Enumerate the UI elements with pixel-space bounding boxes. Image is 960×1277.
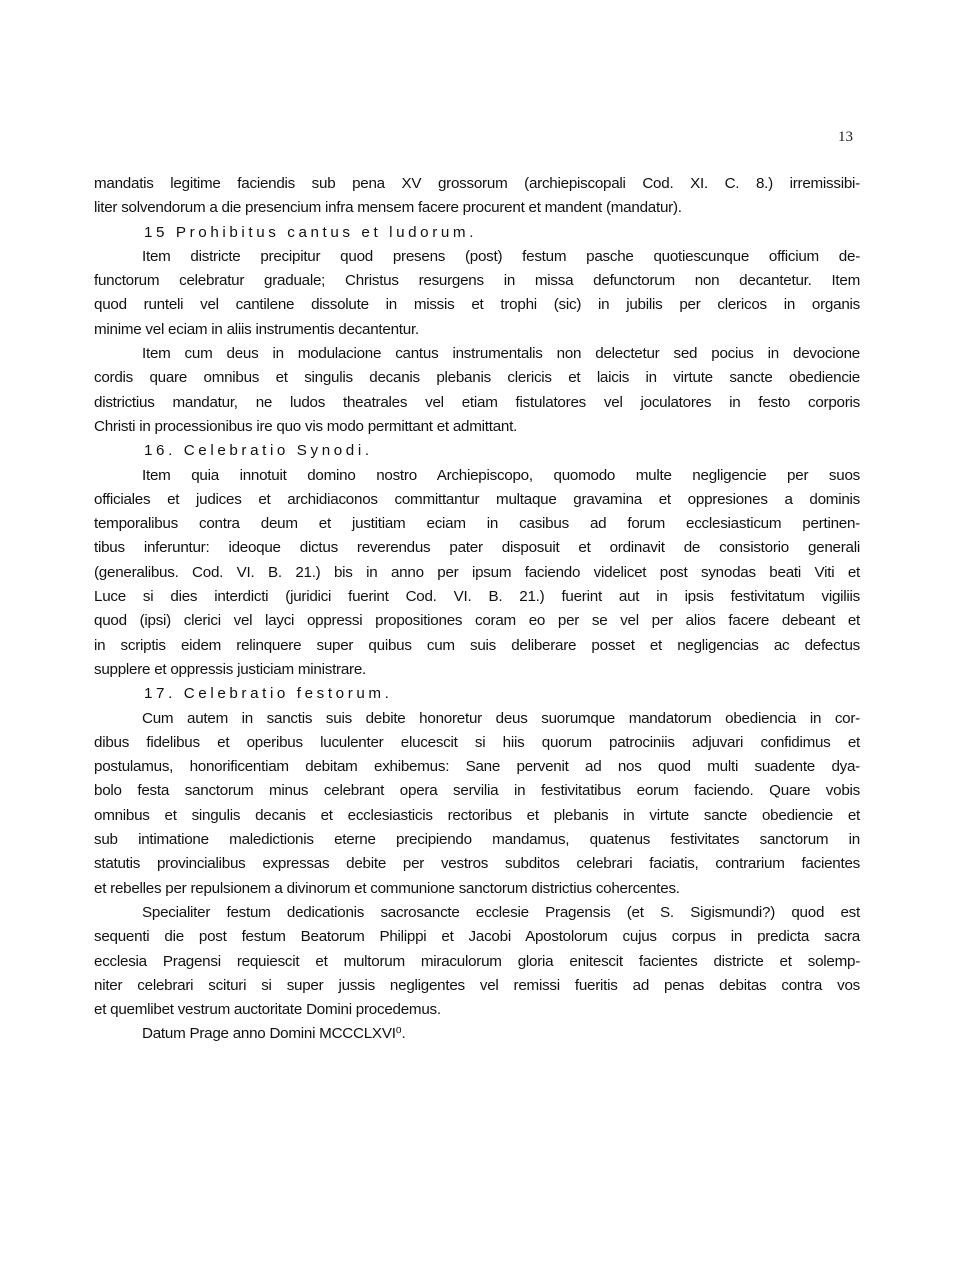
text-line: mandatis legitime faciendis sub pena XV grossorum (archiepiscopali Cod. XI. C. 8.) irremissibi- — [94, 175, 860, 192]
text-line: quod runteli vel cantilene dissolute in missis et trophi (sic) in jubilis per clericos in organis — [94, 296, 860, 314]
text-line: Datum Prage anno Domini MCCCLXVI⁰. — [142, 1025, 406, 1043]
text-line: (generalibus. Cod. VI. B. 21.) bis in anno per ipsum faciendo videlicet post synodas beati Viti et — [94, 563, 860, 581]
text-line: functorum celebratur graduale; Christus resurgens in missa defunctorum non decantetur. Item — [94, 272, 860, 290]
text-line: 16. Celebratio Synodi. — [144, 442, 373, 460]
text-line: minime vel eciam in aliis instrumentis decantentur. — [94, 320, 419, 338]
text-line: Cum autem in sanctis suis debite honoretur deus suorumque mandatorum obediencia in cor- — [142, 709, 860, 727]
text-line: 15 Prohibitus cantus et ludorum. — [144, 223, 478, 241]
text-line: liter solvendorum a die presencium infra mensem facere procurent et mandent (mandatur). — [94, 199, 682, 217]
text-line: tibus inferuntur: ideoque dictus reverendus pater disposuit et ordinavit de consistorio generali — [94, 539, 860, 557]
text-line: districtius mandatur, ne ludos theatrales vel etiam fistulatores vel joculatores in festo corporis — [94, 393, 860, 411]
text-line: Item cum deus in modulacione cantus instrumentalis non delectetur sed pocius in devocione — [142, 345, 860, 363]
text-line: et quemlibet vestrum auctoritate Domini procedemus. — [94, 1001, 441, 1019]
text-line: Specialiter festum dedicationis sacrosancte ecclesie Pragensis (et S. Sigismundi?) quod est — [142, 903, 860, 921]
text-line: temporalibus contra deum et justitiam eciam in casibus ad forum ecclesiasticum pertinen- — [94, 515, 860, 533]
text-line: Item quia innotuit domino nostro Archiepiscopo, quomodo multe negligencie per suos — [142, 466, 860, 484]
text-line: sequenti die post festum Beatorum Philippi et Jacobi Apostolorum cujus corpus in predicta sacra — [94, 928, 860, 946]
text-line: in scriptis eidem relinquere super quibus cum suis deliberare posset et negligencias ac defectus — [94, 636, 860, 654]
page-number: 13 — [838, 129, 853, 145]
text-line: quod (ipsi) clerici vel layci oppressi propositiones coram eo per se vel per alios facere debeant et — [94, 612, 860, 630]
text-line: statutis provincialibus expressas debite per vestros subditos celebrari faciatis, contrarium facientes — [94, 855, 860, 873]
text-line: bolo festa sanctorum minus celebrant opera servilia in festivitatibus eorum faciendo. Quare vobis — [94, 782, 860, 800]
text-line: omnibus et singulis decanis et ecclesiasticis rectoribus et plebanis in virtute sancte obediencie et — [94, 806, 860, 824]
text-line: niter celebrari sciturі si super jussis negligentes vel remissi fueritis ad penas debitas contra vos — [94, 976, 860, 994]
text-line: postulamus, honorificentiam debitam exhibemus: Sane pervenit ad nos quod multi suadente dya- — [94, 758, 860, 776]
text-line: et rebelles per repulsionem a divinorum et communione sanctorum districtius cohercentes. — [94, 879, 680, 897]
text-line: officiales et judices et archidiaconos committantur multaque gravamina et oppresiones a dominis — [94, 490, 860, 508]
text-line: dibus fidelibus et operibus luculenter elucescit si hiis quorum patrociniis adjuvari confidimus et — [94, 733, 860, 751]
text-line: 17. Celebratio festorum. — [144, 685, 393, 703]
text-line: supplere et oppressis justiciam ministrare. — [94, 660, 367, 678]
text-line: sub intimatione maledictionis eterne precipiendo mandamus, quatenus festivitates sanctorum in — [94, 831, 860, 849]
text-line: Item districte precipitur quod presens (post) festum pasche quotiescunque officium de- — [142, 247, 860, 265]
text-line: Luce si dies interdicti (juridici fuerint Cod. VI. B. 21.) fuerint aut in ipsis festivitatum vigiliis — [94, 588, 860, 606]
text-line: cordis quare omnibus et singulis decanis plebanis clericis et laicis in virtute sancte obediencie — [94, 369, 860, 387]
text-line: ecclesia Pragensi requiescit et multorum miraculorum gloria enitescit facientes districte et solemp- — [94, 952, 860, 970]
body-text — [94, 172, 860, 1047]
text-line: Christi in processionibus ire quo vis modo permittant et admittant. — [94, 417, 518, 435]
